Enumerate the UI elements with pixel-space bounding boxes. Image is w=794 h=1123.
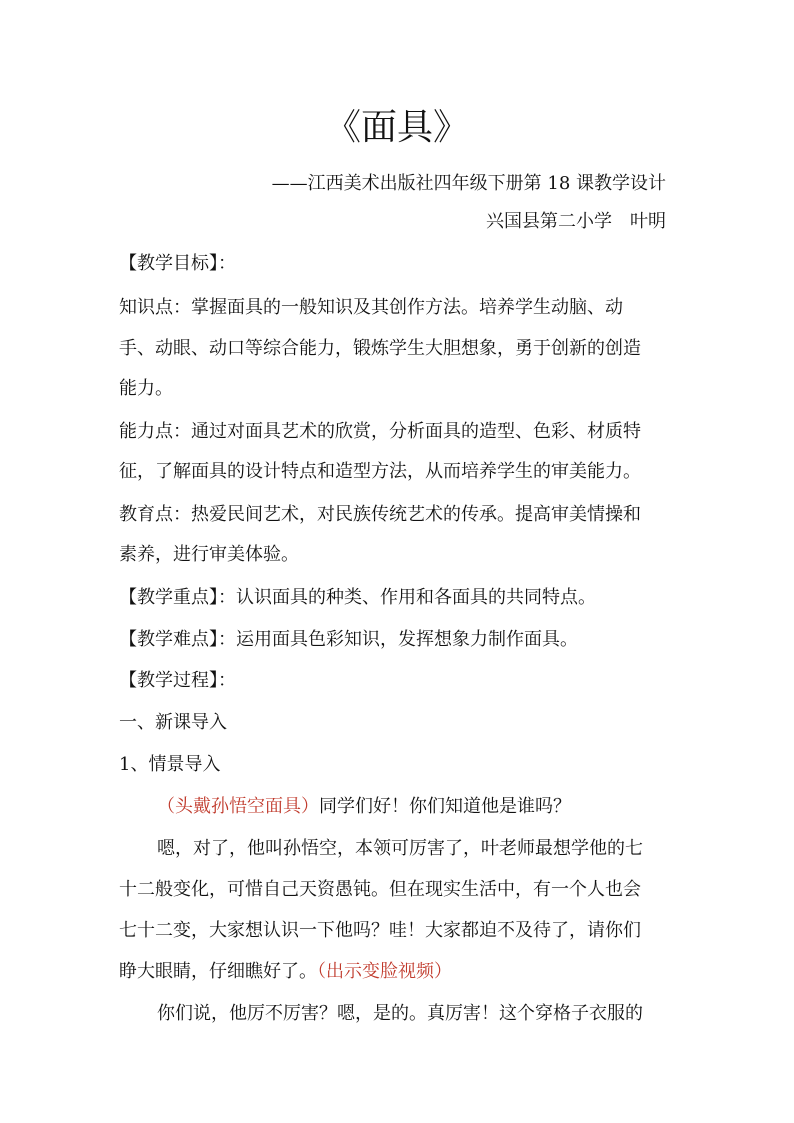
knowledge-line-1: 知识点：掌握面具的一般知识及其创作方法。培养学生动脑、动	[119, 297, 623, 318]
key-point: 【教学重点】：认识面具的种类、作用和各面具的共同特点。	[119, 587, 596, 608]
paragraph-2-line-4-text: 睁大眼睛，仔细瞧好了。	[119, 961, 317, 982]
doc-subtitle: ——江西美术出版社四年级下册第 18 课教学设计	[271, 173, 666, 194]
knowledge-line-2: 手、动眼、动口等综合能力，锻炼学生大胆想象，勇于创新的创造	[119, 338, 641, 359]
ability-line-2: 征，了解面具的设计特点和造型方法，从而培养学生的审美能力。	[119, 461, 641, 482]
doc-author: 兴国县第二小学 叶明	[486, 211, 666, 232]
stage-direction-mask: （头戴孙悟空面具）	[157, 796, 319, 817]
process-heading: 【教学过程】：	[119, 670, 236, 691]
stage-direction-video: （出示变脸视频）	[317, 961, 452, 982]
difficulty: 【教学难点】：运用面具色彩知识，发挥想象力制作面具。	[119, 629, 578, 650]
paragraph-2-line-1: 嗯，对了，他叫孙悟空，本领可厉害了，叶老师最想学他的七	[157, 838, 643, 859]
part-1-1-heading: 1、情景导入	[119, 754, 221, 775]
part-1-heading: 一、新课导入	[119, 712, 227, 733]
ability-line-1: 能力点：通过对面具艺术的欣赏，分析面具的造型、色彩、材质特	[119, 421, 641, 442]
paragraph-2-line-4	[119, 960, 679, 984]
knowledge-line-3: 能力。	[119, 378, 173, 399]
paragraph-3-line-1: 你们说，他厉不厉害？嗯，是的。真厉害！这个穿格子衣服的	[157, 1003, 643, 1024]
paragraph-2-line-2: 十二般变化，可惜自己天资愚钝。但在现实生活中，有一个人也会	[119, 879, 641, 900]
goals-heading: 【教学目标】：	[119, 253, 236, 274]
education-line-2: 素养，进行审美体验。	[119, 544, 299, 565]
doc-title: 《面具》	[324, 107, 469, 148]
paragraph-2-line-3: 七十二变，大家想认识一下他吗？哇！大家都迫不及待了，请你们	[119, 920, 641, 941]
paragraph-1	[157, 795, 717, 819]
education-line-1: 教育点：热爱民间艺术，对民族传统艺术的传承。提高审美情操和	[119, 504, 641, 525]
paragraph-1-text: 同学们好！你们知道他是谁吗？	[319, 796, 571, 817]
